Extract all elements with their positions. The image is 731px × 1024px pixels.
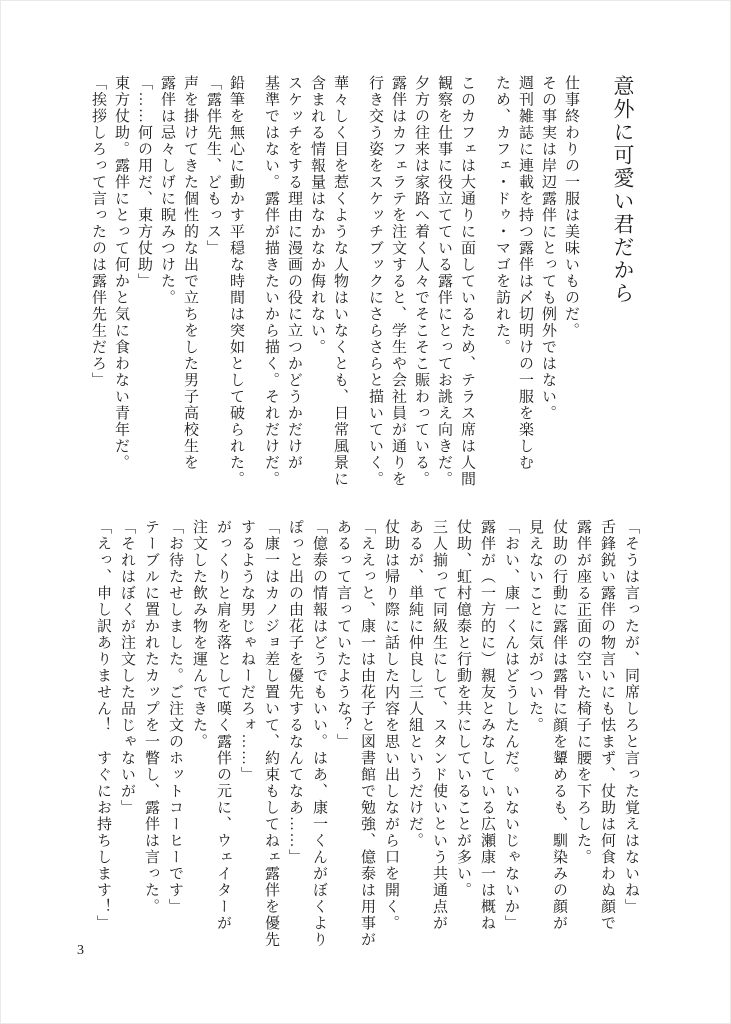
text-line: 「康一はカノジョ差し置いて、約束もしてねェ露伴を優先 [263, 519, 279, 948]
text-line: 「……何の用だ、東方仗助」 [136, 75, 152, 290]
text-line: 華々しく目を惹くような人物はいなくとも、日常風景に [332, 75, 348, 488]
text-line: 行き交う姿をスケッチブックにさらさらと描いていく。 [367, 75, 383, 488]
text-line: 注文した飲み物を運んできた。 [191, 519, 207, 750]
text-line: 露伴が座る正面の空いた椅子に腰を下ろした。 [575, 519, 591, 866]
text-line: テーブルに置かれたカップを一瞥し、露伴は言った。 [143, 519, 159, 915]
text-line: 仗助は帰り際に話した内容を思い出しながら口を開く。 [383, 519, 399, 932]
text-line: 含まれる情報量はなかなか侮れない。 [309, 75, 325, 356]
text-line: その事実は岸辺露伴にとっても例外ではない。 [540, 75, 556, 422]
text-line: 見えないことに気がついた。 [527, 519, 543, 734]
text-line: 仗助、虹村億泰と行動を共にしていることが多い。 [455, 519, 471, 899]
text-line: 「えっ、申し訳ありません！ すぐにお持ちします！」 [95, 519, 111, 932]
text-line: 基準ではない。露伴が描きたいから描く。それだけだ。 [263, 75, 279, 488]
text-line: ため、カフェ・ドゥ・マゴを訪れた。 [494, 75, 510, 356]
story-title: 意外に可愛い君だから [611, 75, 635, 305]
text-line: 「それはぼくが注文した品じゃないが」 [119, 519, 135, 816]
text-line: 「露伴先生、どもっス」 [205, 75, 221, 257]
text-line: するような男じゃねーだろォ……」 [239, 519, 255, 783]
text-line: 舌鋒鋭い露伴の物言いにも怯まず、仗助は何食わぬ顔で [599, 519, 615, 932]
text-section-bottom [91, 519, 643, 957]
text-line: 「お待たせしました。ご注文のホットコーヒーです」 [167, 519, 183, 915]
text-line: あるって言っていたような？」 [335, 519, 351, 750]
text-line: このカフェは大通りに面しているため、テラス席は人間 [459, 75, 475, 488]
text-line: がっくりと肩を落として嘆く露伴の元に、ウェイターが [215, 519, 231, 932]
page-number: 3 [77, 943, 84, 958]
text-line: 東方仗助。露伴にとって何かと気に食わない青年だ。 [113, 75, 129, 471]
text-line: スケッチをする理由に漫画の役に立つかどうかだけが [286, 75, 302, 471]
text-line: 「挨拶しろって言ったのは露伴先生だろ」 [90, 75, 106, 389]
text-line: 「億泰の情報はどうでもいい。はあ、康一くんがぼくより [311, 519, 327, 948]
text-line: 「ええっと、康一は由花子と図書館で勉強、億泰は用事が [359, 519, 375, 948]
text-line: 三人揃って同級生にして、スタンド使いという共通点が [431, 519, 447, 932]
text-line: 「そうは言ったが、同席しろと言った覚えはないね」 [623, 519, 639, 915]
text-line: 露伴はカフェラテを注文すると、学生や会社員が通りを [390, 75, 406, 488]
text-line: 露伴が（一方的に）親友とみなしている広瀬康一は概ね [479, 519, 495, 932]
text-line: あるが、単純に仲良し三人組というだけだ。 [407, 519, 423, 849]
text-line: 観察を仕事に役立てている露伴にとってお誂え向きだ。 [436, 75, 452, 488]
text-line: 鉛筆を無心に動かす平穏な時間は突如として破られた。 [228, 75, 244, 488]
text-line: 仕事終わりの一服は美味いものだ。 [563, 75, 579, 339]
text-line: 「おい、康一くんはどうしたんだ。いないじゃないか」 [503, 519, 519, 932]
text-section-top [86, 75, 640, 493]
text-line: 露伴は忌々しげに睨みつけた。 [159, 75, 175, 306]
text-line: 仗助の行動に露伴は露骨に顔を顰めるも、馴染みの顔が [551, 519, 567, 932]
text-line: 夕方の往来は家路へ着く人々でそこそこ賑わっている。 [413, 75, 429, 488]
text-line: 声を掛けてきた個性的な出で立ちをした男子高校生を [182, 75, 198, 471]
text-line: ぽっと出の由花子を優先するなんてなあ……」 [287, 519, 303, 866]
text-line: 週刊雑誌に連載を持つ露伴は〆切明けの一服を楽しむ [517, 75, 533, 471]
